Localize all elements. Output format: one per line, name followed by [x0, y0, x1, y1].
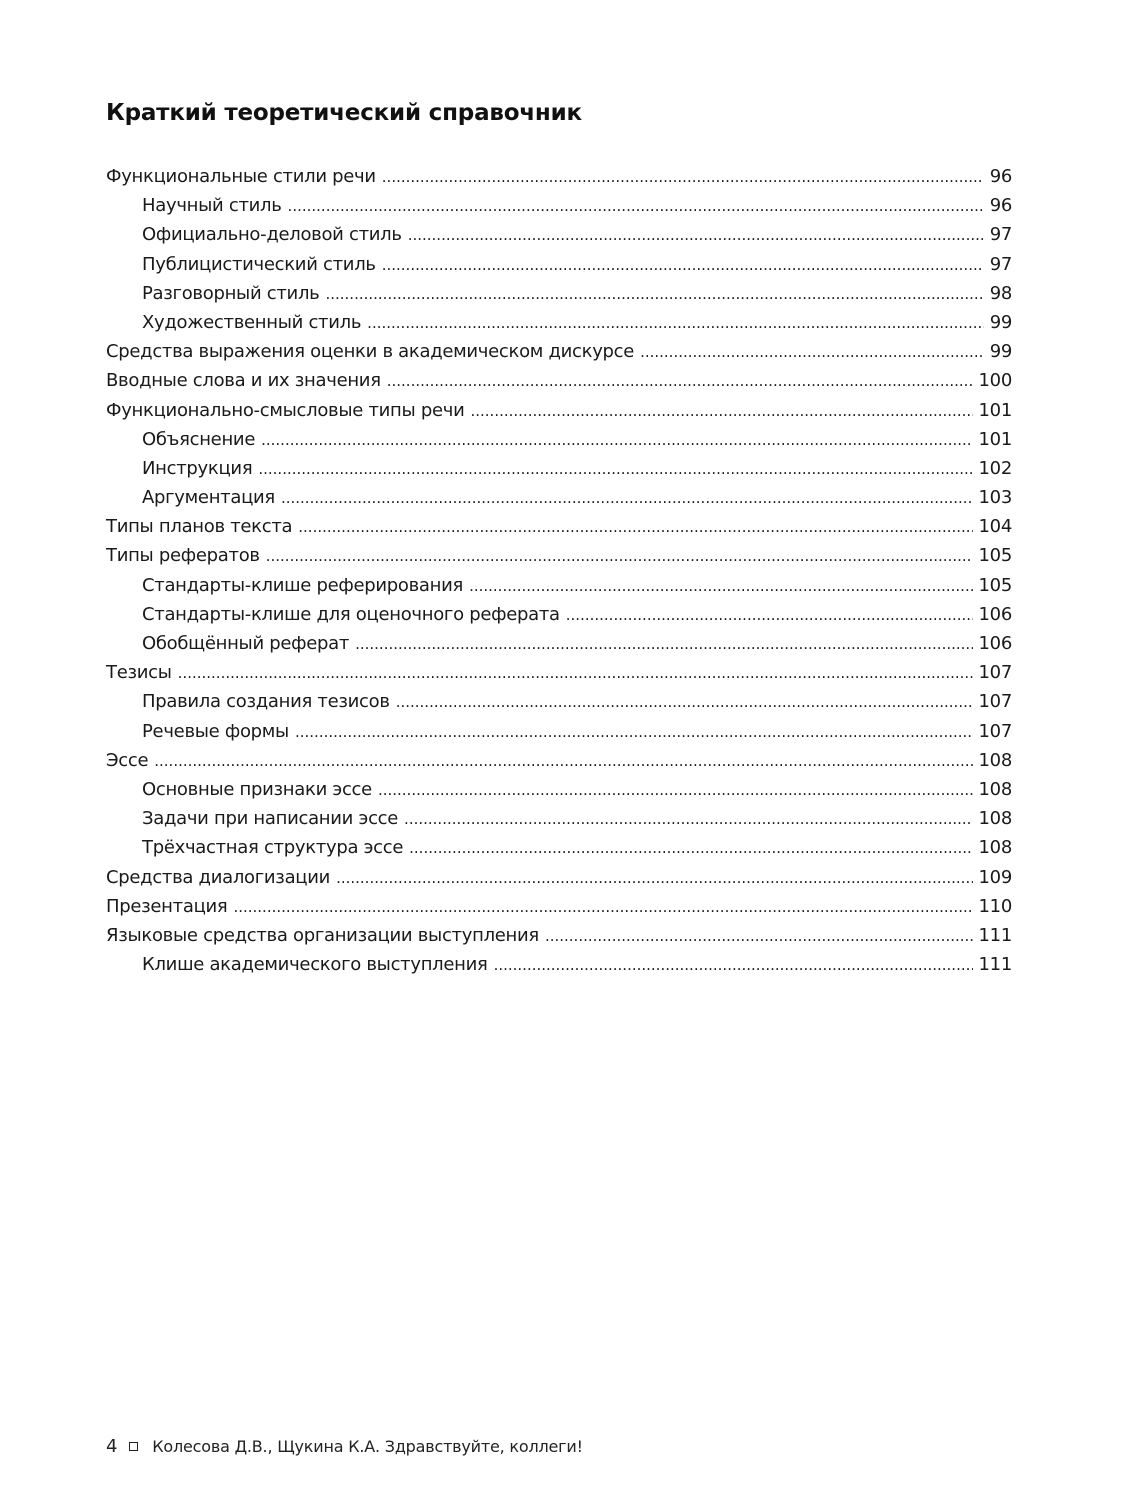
toc-entry: [106, 921, 1012, 950]
toc-entry-page: 108: [978, 778, 1012, 800]
toc-entry-page: 111: [978, 924, 1012, 946]
toc-entry: [106, 366, 1012, 395]
toc-entry: [106, 220, 1012, 249]
toc-entry: [106, 512, 1012, 541]
toc-dot-leader: [382, 251, 984, 280]
toc-dot-leader: [404, 805, 972, 834]
toc-entry-title: Инструкция: [142, 457, 253, 479]
toc-entry: [106, 863, 1012, 892]
toc-entry-title: Художественный стиль: [142, 311, 362, 333]
toc-entry: [106, 600, 1012, 629]
toc-entry: [106, 191, 1012, 220]
toc-entry-page: 101: [978, 428, 1012, 450]
toc-entry: [106, 337, 1012, 366]
toc-entry-page: 96: [989, 195, 1012, 217]
toc-entry-title: Публицистический стиль: [142, 253, 376, 275]
toc-entry: [106, 950, 1012, 979]
toc-dot-leader: [295, 718, 973, 747]
toc-dot-leader: [325, 280, 983, 309]
toc-entry-page: 102: [978, 457, 1012, 479]
toc-dot-leader: [387, 367, 973, 396]
toc-entry-page: 103: [978, 487, 1012, 509]
toc-entry-page: 109: [978, 866, 1012, 888]
toc-dot-leader: [409, 834, 972, 863]
toc-dot-leader: [494, 951, 973, 980]
toc-entry-page: 104: [978, 516, 1012, 538]
toc-entry: [106, 396, 1012, 425]
toc-entry-page: 106: [978, 633, 1012, 654]
toc-entry-page: 108: [978, 749, 1012, 771]
toc-entry-title: Официально-деловой стиль: [142, 224, 402, 246]
toc-entry-page: 98: [989, 282, 1012, 304]
toc-entry-page: 99: [989, 341, 1012, 363]
toc-entry: [106, 162, 1012, 191]
toc-entry: [106, 454, 1012, 483]
toc-entry-page: 107: [978, 662, 1012, 684]
toc-entry-title: Разговорный стиль: [142, 282, 320, 304]
toc-dot-leader: [154, 747, 972, 776]
toc-dot-leader: [298, 513, 972, 542]
toc-entry-title: Речевые формы: [142, 720, 289, 742]
toc-entry-title: Стандарты-клише реферирования: [142, 574, 464, 596]
toc-dot-leader: [408, 221, 984, 250]
toc-entry-page: 97: [989, 253, 1012, 275]
toc-dot-leader: [378, 776, 973, 805]
toc-entry-page: 106: [978, 603, 1012, 625]
toc-entry-page: 99: [989, 311, 1012, 333]
toc-entry-page: 101: [978, 399, 1012, 421]
toc-entry-title: Средства выражения оценки в академическом дискурсе: [106, 341, 635, 363]
toc-entry-title: Средства диалогизации: [106, 866, 331, 888]
toc-entry-page: 111: [978, 954, 1012, 976]
toc-entry-page: 108: [978, 808, 1012, 830]
page-title: Краткий теоретический справочник: [106, 100, 582, 126]
toc-entry-title: Стандарты-клише для оценочного реферата: [142, 603, 560, 625]
toc-entry: [106, 425, 1012, 454]
toc-dot-leader: [566, 601, 973, 630]
toc-entry: [106, 804, 1012, 833]
toc-entry-title: Языковые средства организации выступления: [106, 924, 539, 946]
toc-dot-leader: [266, 542, 973, 571]
toc-dot-leader: [233, 893, 972, 922]
toc-entry-page: 105: [978, 545, 1012, 567]
toc-dot-leader: [640, 338, 984, 367]
toc-entry-title: Типы рефератов: [106, 545, 260, 567]
toc-entry: [106, 571, 1012, 600]
toc-entry-title: Типы планов текста: [106, 516, 293, 538]
toc-dot-leader: [545, 922, 973, 951]
toc-entry: [106, 658, 1012, 687]
toc-dot-leader: [261, 426, 972, 455]
toc-entry-title: Эссе: [106, 749, 149, 771]
toc-dot-leader: [382, 163, 984, 192]
toc-dot-leader: [178, 659, 973, 688]
toc-entry-page: 97: [989, 224, 1012, 246]
toc-entry-page: 100: [978, 370, 1012, 392]
toc-entry-page: 96: [989, 166, 1012, 187]
footer-page-number: 4: [106, 1436, 118, 1457]
toc-entry-page: 107: [978, 720, 1012, 742]
toc-entry: [106, 250, 1012, 279]
toc-entry-title: Научный стиль: [142, 195, 282, 217]
page-footer: [106, 1436, 583, 1457]
toc-entry-page: 108: [978, 837, 1012, 859]
toc-dot-leader: [469, 572, 972, 601]
toc-dot-leader: [288, 192, 984, 221]
toc-entry-title: Клише академического выступления: [142, 954, 488, 976]
toc-entry: [106, 629, 1012, 658]
toc-entry-title: Обобщённый реферат: [142, 633, 350, 654]
toc-entry-title: Презентация: [106, 895, 228, 917]
toc-entry-title: Правила создания тезисов: [142, 691, 390, 713]
toc-entry: [106, 746, 1012, 775]
toc-entry-title: Вводные слова и их значения: [106, 370, 381, 392]
toc-dot-leader: [258, 455, 972, 484]
toc-dot-leader: [367, 309, 984, 338]
footer-book-citation: Колесова Д.В., Щукина К.А. Здравствуйте, коллеги!: [152, 1437, 583, 1456]
toc-entry-title: Аргументация: [142, 487, 275, 509]
toc-entry-title: Тезисы: [106, 662, 172, 684]
toc-dot-leader: [470, 397, 972, 426]
toc-entry-title: Функционально-смысловые типы речи: [106, 399, 465, 421]
square-bullet-icon: [129, 1442, 138, 1451]
toc-entry-page: 105: [978, 574, 1012, 596]
toc-entry-title: Основные признаки эссе: [142, 778, 372, 800]
toc-entry-title: Задачи при написании эссе: [142, 808, 399, 830]
toc-entry-title: Трёхчастная структура эссе: [142, 837, 404, 859]
toc-entry: [106, 775, 1012, 804]
toc-dot-leader: [396, 688, 973, 717]
toc-entry: [106, 279, 1012, 308]
toc-entry: [106, 833, 1012, 862]
toc-entry: [106, 541, 1012, 570]
toc-entry: [106, 717, 1012, 746]
toc-entry: [106, 483, 1012, 512]
toc-entry-title: Функциональные стили речи: [106, 166, 376, 187]
toc-dot-leader: [355, 630, 972, 659]
toc-entry-page: 107: [978, 691, 1012, 713]
table-of-contents: [106, 162, 1012, 979]
toc-dot-leader: [281, 484, 973, 513]
toc-dot-leader: [336, 864, 972, 893]
toc-entry: [106, 892, 1012, 921]
toc-entry-title: Объяснение: [142, 428, 256, 450]
toc-entry: [106, 687, 1012, 716]
toc-entry-page: 110: [978, 895, 1012, 917]
toc-entry: [106, 308, 1012, 337]
